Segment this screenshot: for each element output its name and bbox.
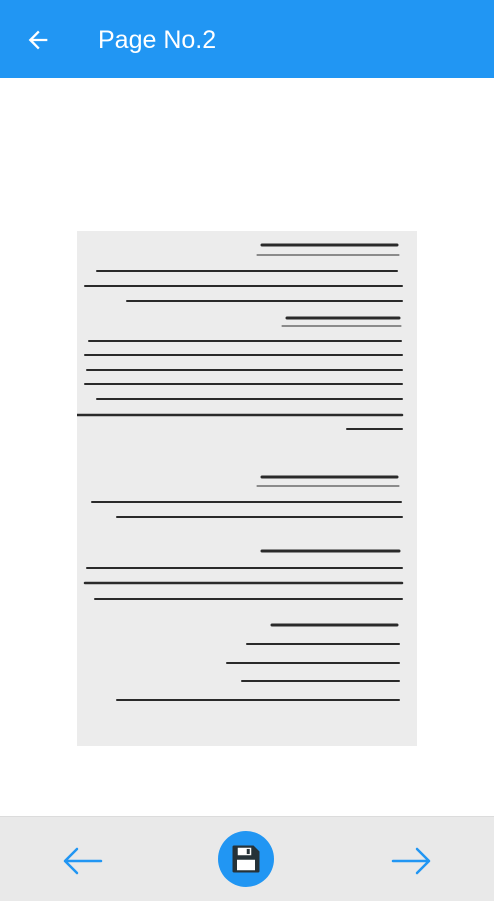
next-page-button[interactable] <box>389 839 433 883</box>
arrow-left-icon <box>61 846 105 876</box>
page-title: Page No.2 <box>98 26 217 54</box>
save-button[interactable] <box>218 831 274 887</box>
arrow-right-icon <box>389 846 433 876</box>
document-page-image <box>77 231 417 746</box>
content-area <box>0 78 494 816</box>
bottom-nav-bar <box>0 816 494 901</box>
floppy-disk-icon <box>228 841 264 877</box>
arrow-back-icon <box>24 26 52 54</box>
back-button[interactable] <box>18 20 58 60</box>
previous-page-button[interactable] <box>61 839 105 883</box>
app-bar <box>0 0 494 78</box>
